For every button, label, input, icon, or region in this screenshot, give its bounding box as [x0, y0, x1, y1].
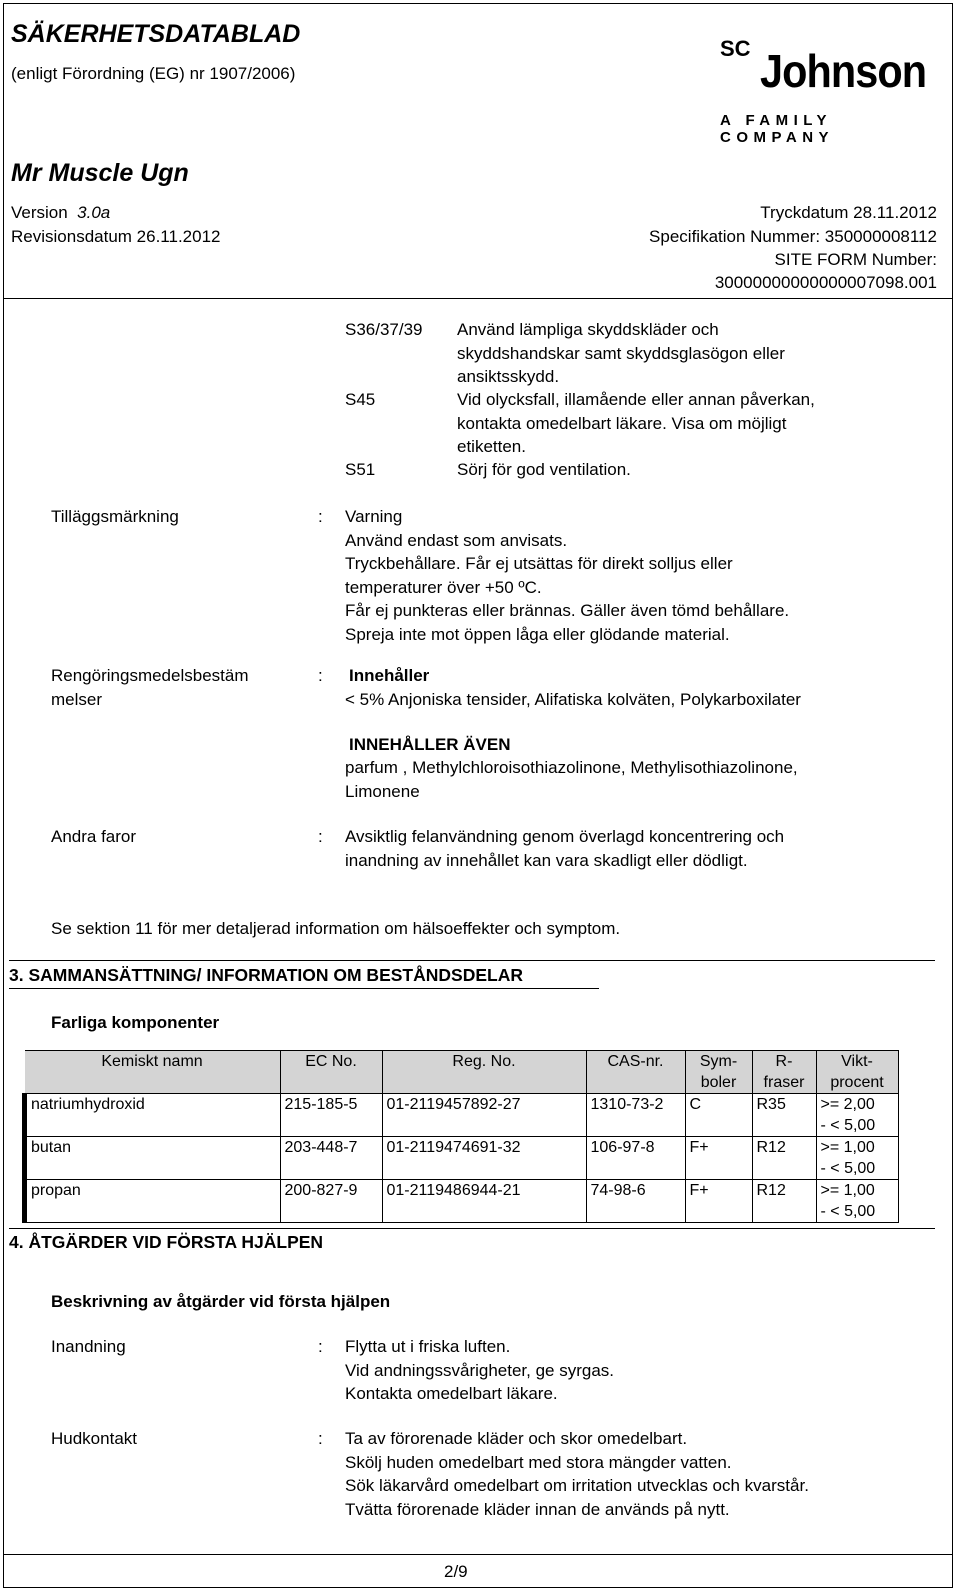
text-line: Sök läkarvård omedelbart om irritation utvecklas och kvarstår. [345, 1476, 809, 1495]
spec-number-line [649, 227, 937, 247]
first-aid-text-skin [345, 1427, 809, 1521]
section-3-subtitle: Farliga komponenter [51, 1013, 220, 1032]
s-phrase-text [457, 318, 785, 389]
table-cell: 74-98-6 [586, 1180, 685, 1223]
text-line: Spreja inte mot öppen låga eller glödande material. [345, 624, 730, 644]
logo-johnson: Johnson [760, 45, 927, 97]
text-line: Ta av förorenade kläder och skor omedelbart. [345, 1429, 688, 1448]
colon: : [318, 827, 323, 846]
logo-tagline: A FAMILY COMPANY [720, 112, 835, 146]
s-phrase-code: S51 [345, 460, 376, 479]
table-row [25, 1094, 899, 1137]
table-cell: >= 1,00 - < 5,00 [816, 1180, 898, 1223]
contains-text: < 5% Anjoniska tensider, Alifatiska kolväten, Polykarboxilater [345, 690, 801, 709]
column-header: Reg. No. [382, 1051, 586, 1094]
table-cell: butan [25, 1137, 281, 1180]
text-line: Tvätta förorenade kläder innan de används på nytt. [345, 1499, 730, 1519]
column-header: Sym- boler [685, 1051, 752, 1094]
hazardous-components-table [22, 1050, 899, 1223]
text-line: Varning [345, 507, 403, 526]
table-cell: C [685, 1094, 752, 1137]
table-cell: natriumhydroxid [25, 1094, 281, 1137]
label-line: melser [51, 689, 103, 709]
header-divider [4, 298, 952, 299]
s-phrase-text: Sörj för god ventilation. [457, 460, 631, 479]
table-cell: 106-97-8 [586, 1137, 685, 1180]
text-line: Avsiktlig felanvändning genom överlagd koncentrering och [345, 827, 785, 846]
section-3-title: 3. SAMMANSÄTTNING/ INFORMATION OM BESTÅNDSDELAR [9, 965, 523, 985]
site-form-number: 30000000000000007098.001 [714, 273, 937, 292]
table-cell: 01-2119474691-32 [382, 1137, 586, 1180]
s-phrase-text [457, 388, 815, 459]
table-cell: 01-2119486944-21 [382, 1180, 586, 1223]
s-phrase-code: S45 [345, 390, 376, 409]
table-cell: 01-2119457892-27 [382, 1094, 586, 1137]
footer-divider [4, 1554, 952, 1555]
s-phrase-code: S36/37/39 [345, 320, 423, 339]
table-cell: R35 [752, 1094, 816, 1137]
s-phrase-line: skyddshandskar samt skyddsglasögon eller [457, 343, 785, 363]
s-phrase-line: Vid olycksfall, illamående eller annan påverkan, [457, 390, 815, 409]
section-divider [9, 960, 935, 961]
version-label: Version [11, 203, 68, 222]
logo-sc: SC [720, 36, 751, 61]
s-phrase-line: Använd lämpliga skyddskläder och [457, 320, 719, 339]
text-line: Skölj huden omedelbart med stora mängder vatten. [345, 1452, 732, 1472]
spec-label: Specifikation Nummer: [649, 227, 821, 246]
other-hazards-label: Andra faror [51, 827, 137, 846]
document-title: SÄKERHETSDATABLAD [11, 20, 301, 48]
table-cell: F+ [685, 1137, 752, 1180]
table-cell: F+ [685, 1180, 752, 1223]
label-line: Rengöringsmedelsbestäm [51, 666, 249, 685]
sds-page [3, 3, 953, 1588]
s-phrase-line: etiketten. [457, 437, 526, 456]
see-section-note: Se sektion 11 för mer detaljerad information om hälsoeffekter och symptom. [51, 919, 621, 938]
table-cell: 203-448-7 [280, 1137, 382, 1180]
version-line [11, 203, 110, 223]
text-line: Limonene [345, 781, 420, 801]
s-phrase-line: kontakta omedelbart läkare. Visa om möjligt [457, 413, 787, 433]
product-name: Mr Muscle Ugn [11, 159, 189, 187]
text-line: temperaturer över +50 ºC. [345, 577, 542, 597]
table-cell: propan [25, 1180, 281, 1223]
column-header: CAS-nr. [586, 1051, 685, 1094]
table-header-row [25, 1051, 899, 1094]
s-phrase-line: ansiktsskydd. [457, 367, 560, 386]
other-hazards-text [345, 825, 784, 872]
table-cell: 1310-73-2 [586, 1094, 685, 1137]
table-cell: >= 2,00 - < 5,00 [816, 1094, 898, 1137]
text-line: Får ej punkteras eller brännas. Gäller även tömd behållare. [345, 601, 790, 620]
site-form-label: SITE FORM Number: [774, 250, 937, 269]
table-cell: 200-827-9 [280, 1180, 382, 1223]
colon: : [318, 1429, 323, 1448]
text-line: inandning av innehållet kan vara skadligt eller dödligt. [345, 850, 748, 870]
print-date: Tryckdatum 28.11.2012 [760, 203, 937, 222]
table-cell: R12 [752, 1180, 816, 1223]
colon: : [318, 507, 323, 526]
section-underline [9, 988, 599, 989]
also-contains-heading: INNEHÅLLER ÄVEN [349, 735, 511, 754]
column-header: Kemiskt namn [25, 1051, 281, 1094]
text-line: Flytta ut i friska luften. [345, 1337, 511, 1356]
text-line: Vid andningssvårigheter, ge syrgas. [345, 1360, 615, 1380]
additional-label-text [345, 505, 789, 646]
text-line: parfum , Methylchloroisothiazolinone, Methylisothiazolinone, [345, 758, 798, 777]
table-cell: >= 1,00 - < 5,00 [816, 1137, 898, 1180]
table-cell: R12 [752, 1137, 816, 1180]
column-header: Vikt- procent [816, 1051, 898, 1094]
additional-label-heading: Tilläggsmärkning [51, 507, 179, 526]
colon: : [318, 1337, 323, 1356]
column-header: EC No. [280, 1051, 382, 1094]
version-number: 3.0a [77, 203, 111, 222]
spec-number: 350000008112 [824, 227, 937, 246]
section-4-title: 4. ÅTGÄRDER VID FÖRSTA HJÄLPEN [9, 1232, 324, 1252]
table-cell: 215-185-5 [280, 1094, 382, 1137]
text-line: Tryckbehållare. Får ej utsättas för direkt solljus eller [345, 554, 733, 573]
first-aid-text-inhalation [345, 1335, 614, 1406]
text-line: Kontakta omedelbart läkare. [345, 1384, 558, 1403]
page-number: 2/9 [444, 1562, 468, 1581]
revision-date: Revisionsdatum 26.11.2012 [11, 227, 221, 246]
text-line: Använd endast som anvisats. [345, 530, 568, 550]
first-aid-label-inhalation: Inandning [51, 1337, 126, 1356]
also-contains-text [345, 756, 798, 803]
colon: : [318, 666, 323, 685]
first-aid-label-skin: Hudkontakt [51, 1429, 137, 1448]
regulation-reference: (enligt Förordning (EG) nr 1907/2006) [11, 64, 296, 83]
column-header: R- fraser [752, 1051, 816, 1094]
table-row [25, 1180, 899, 1223]
detergent-label [51, 664, 249, 711]
company-logo [720, 34, 940, 146]
contains-heading: Innehåller [349, 666, 430, 685]
section-4-subtitle: Beskrivning av åtgärder vid första hjälpen [51, 1292, 391, 1311]
table-row [25, 1137, 899, 1180]
section-divider [9, 1228, 935, 1229]
